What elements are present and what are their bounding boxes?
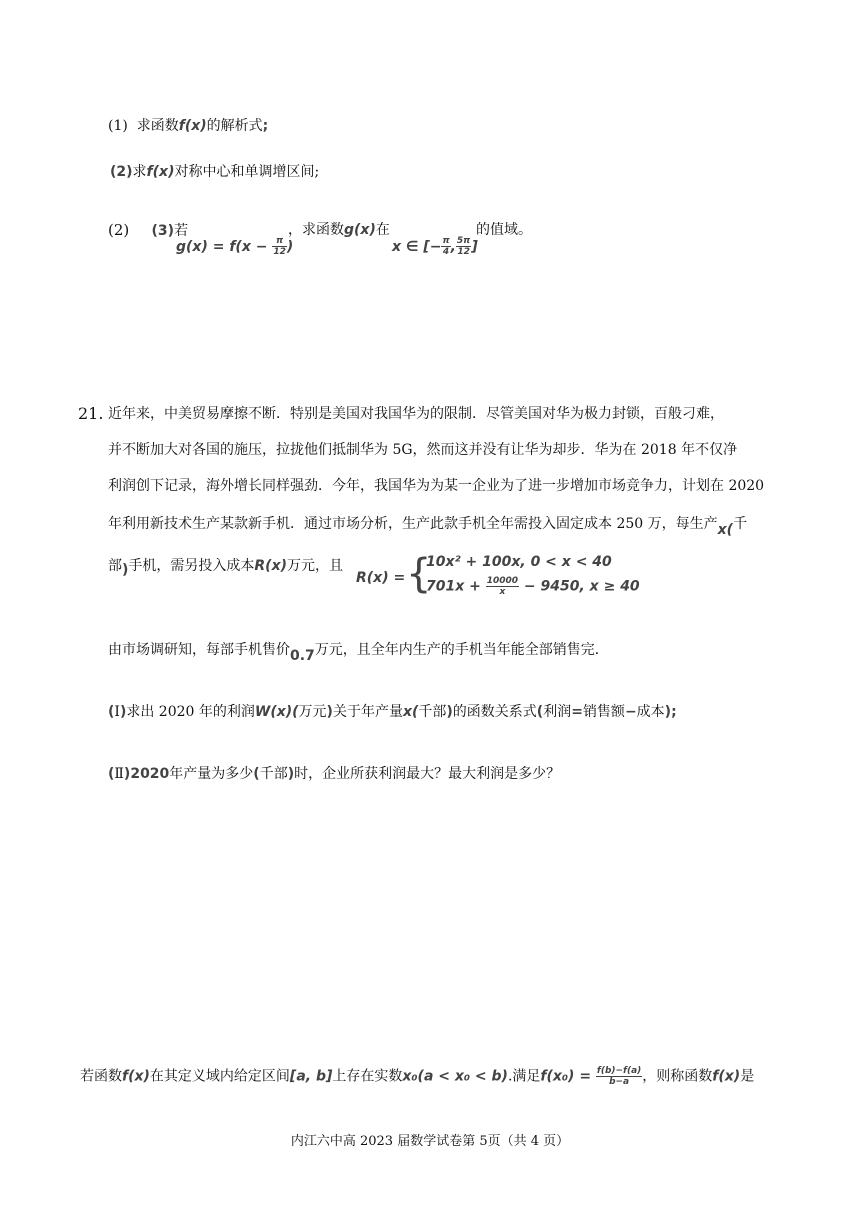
q20-part3-formula: [176, 236, 293, 257]
page-footer: 内江六中高 2023 届数学试卷第 5页（共 4 页）: [290, 1134, 570, 1149]
q21-line2: 并不断加大对各国的施压，拉拢他们抵制华为 5G，然而这并没有让华为却步．华为在 2018 年不仅净: [108, 442, 738, 458]
q20-part2-label: (2): [110, 164, 133, 180]
piecewise-case-2: 701x + $\frac{10000}{x}$ − 9450, x ≥ 40: [426, 576, 640, 597]
q21-line5: 部)手机，需另投入成本R(x)万元，且: [108, 558, 344, 578]
q20-part1: (1) 求函数f(x)的解析式;: [108, 118, 269, 134]
q20-part3-interval: x ∈ [− $\frac{\pi}{4}$ , $\frac{5\pi}{12}$ ]: [392, 236, 478, 257]
q20-part1-label: (1): [108, 118, 128, 134]
q21-number: 21.: [78, 404, 104, 423]
q22-line1: 若函数f(x)在其定义域内给定区间[a, b]上存在实数x₀(a < x₀ < b).满足f(x₀) = $\frac{f(b)-f(a)}{b-a}$ ，则称函数f(x)是: [80, 1066, 755, 1087]
math-g-def: g(x) = f(x − $\frac{\pi}{12}$ ): [176, 236, 294, 257]
q21-part-II: (Ⅱ)2020年产量为多少(千部)时，企业所获利润最大？最大利润是多少？: [108, 766, 561, 782]
q21-part-I: (Ⅰ)求出 2020 年的利润W(x)(万元)关于年产量x(千部)的函数关系式(利润=销售额−成本);: [108, 704, 677, 720]
q21-line4: 年利用新技术生产某款新手机．通过市场分析，生产此款手机全年需投入固定成本 250 万，每生产x(千: [108, 516, 748, 538]
math-fx: f(x): [178, 118, 207, 134]
q20-part3-mid: ，求函数g(x)在: [288, 222, 390, 238]
q20-part2: (2)求f(x)对称中心和单调增区间;: [110, 164, 320, 180]
q21-line1: 近年来，中美贸易摩擦不断．特别是美国对我国华为的限制．尽管美国对华为极力封锁，百般刁难，: [108, 406, 724, 422]
q20-part3-tail: 的值域。: [476, 222, 532, 238]
q21-line3: 利润创下记录，海外增长同样强劲．今年，我国华为为某一企业为了进一步增加市场竞争力，计划在 2020: [108, 478, 765, 494]
q21-line6: 由市场调研知，每部手机售价0.7万元，且全年内生产的手机当年能全部销售完．: [108, 642, 609, 664]
piecewise-case-1: 10x² + 100x, 0 < x < 40: [426, 554, 612, 570]
q20-part3: (2) (3)若: [108, 221, 189, 239]
